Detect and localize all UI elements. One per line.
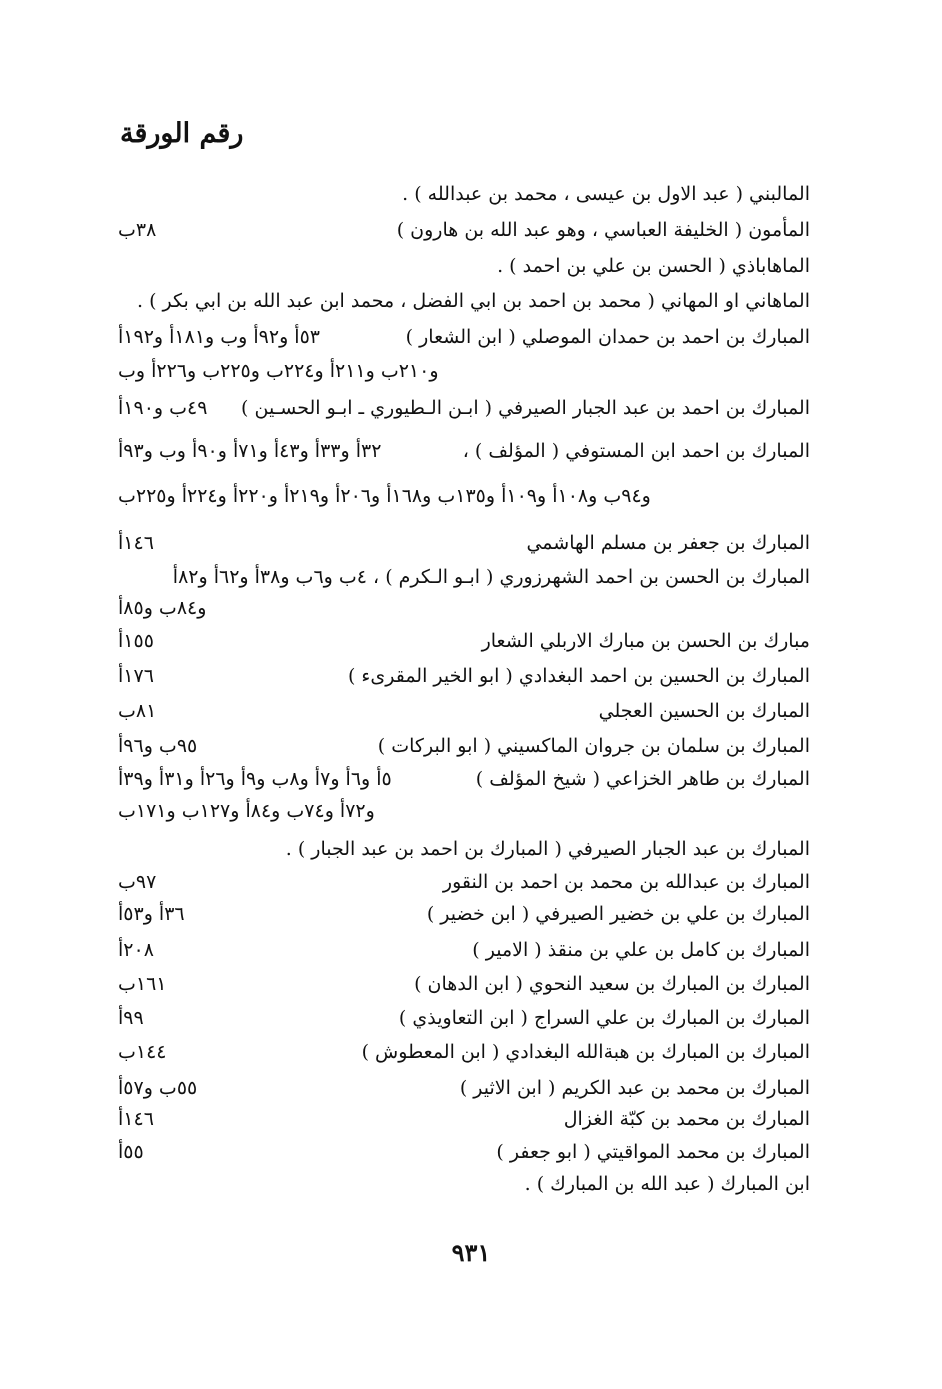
index-entry (110, 903, 810, 935)
index-entry-continuation (110, 597, 810, 629)
index-entry (110, 326, 810, 358)
entry-name: المبارك بن كامل بن علي بن منقذ ( الامير ) (472, 939, 810, 961)
entry-ref: ١٧٦أ (118, 665, 154, 687)
index-entry (110, 973, 810, 1005)
entry-name: المبارك بن الحسين العجلي (598, 700, 810, 722)
entry-name: المبارك بن المبارك بن علي السراج ( ابن التعاويذي ) (398, 1007, 810, 1029)
index-entry (110, 838, 810, 870)
entry-name: المبارك بن محمد بن عبد الكريم ( ابن الاثير ) (459, 1077, 810, 1099)
index-entry (110, 939, 810, 971)
index-entry (110, 1041, 810, 1073)
entry-name: المبارك بن سلمان بن جروان الماكسيني ( ابو البركات ) (377, 735, 810, 757)
entry-ref: ١٤٦أ (118, 532, 154, 554)
entry-name: المبارك بن محمد بن كبّة الغزال (563, 1108, 810, 1130)
entry-ref: ٥٥ب و٥٧أ (118, 1077, 198, 1099)
index-entry (110, 566, 810, 598)
index-entry (110, 397, 810, 429)
entry-name: مبارك بن الحسن بن مبارك الاربلي الشعار (481, 630, 810, 652)
entry-name: المبارك بن الحسن بن احمد الشهرزوري ( ابـو الـكرم ) ، ٤ب و٦ب و٣٨أ و٦٢أ و٨٢أ (172, 566, 810, 588)
index-entry (110, 1141, 810, 1173)
entry-name: المبارك بن المبارك بن هبةالله البغدادي ( ابن المعطوش ) (361, 1041, 810, 1063)
entry-name: المبارك بن احمد بن حمدان الموصلي ( ابن الشعار ) (405, 326, 810, 348)
index-entry (110, 768, 810, 800)
entry-ref: و٨٤ب و٨٥أ (118, 597, 207, 619)
entry-ref: و٩٤ب و١٠٨أ و١٠٩أ و١٣٥ب و١٦٨أ و٢٠٦أ و٢١٩أ و٢٢٠أ و٢٢٤أ و٢٢٥ب (118, 485, 651, 507)
entry-ref: و٢١٠ب و٢١١أ و٢٢٤ب و٢٢٥ب و٢٢٦أ وب (118, 360, 439, 382)
index-entry (110, 871, 810, 903)
index-entry (110, 1077, 810, 1109)
entry-name: الماهاباذي ( الحسن بن علي بن احمد ) . (497, 255, 810, 277)
entry-ref: ٩٥ب و٩٦أ (118, 735, 198, 757)
entry-name: المبارك بن المبارك بن سعيد النحوي ( ابن الدهان ) (414, 973, 810, 995)
index-entry (110, 665, 810, 697)
index-entry (110, 1007, 810, 1039)
index-entry (110, 735, 810, 767)
entry-ref: ٥٣أ و٩٢أ وب و١٨١أ و١٩٢أ (118, 326, 320, 348)
entry-ref: و٧٢أ و٧٤ب و٨٤أ و١٢٧ب و١٧١ب (118, 800, 375, 822)
index-entry (110, 1173, 810, 1205)
entry-ref: ٣٨ب (118, 219, 157, 241)
entry-ref: ٨١ب (118, 700, 157, 722)
entry-name: المبارك بن علي بن خضير الصيرفي ( ابن خضير ) (426, 903, 810, 925)
entry-name: المبارك بن محمد المواقيتي ( ابو جعفر ) (496, 1141, 810, 1163)
index-entry (110, 255, 810, 287)
page-header-title: رقم الورقة (120, 118, 244, 149)
index-entry-continuation (110, 800, 810, 832)
entry-ref: ٥أ و٦أ و٧أ و٨ب و٩أ و٢٦أ و٣١أ و٣٩أ (118, 768, 392, 790)
entry-ref: ١٤٤ب (118, 1041, 167, 1063)
entry-ref: ٥٥أ (118, 1141, 144, 1163)
entry-ref: ١٥٥أ (118, 630, 154, 652)
entry-ref: ٣٦أ و٥٣أ (118, 903, 185, 925)
entry-name: المبارك بن جعفر بن مسلم الهاشمي (526, 532, 810, 554)
entry-name: المالبني ( عبد الاول بن عيسى ، محمد بن عبدالله ) . (402, 183, 810, 205)
entry-name: ابن المبارك ( عبد الله بن المبارك ) . (524, 1173, 810, 1195)
entry-name: المبارك بن الحسين بن احمد البغدادي ( ابو الخير المقرىء ) (347, 665, 810, 687)
entry-name: المبارك بن احمد بن عبد الجبار الصيرفي ( ابـن الـطيوري ـ ابـو الحسـين ) (241, 397, 810, 419)
index-entry (110, 1108, 810, 1140)
page-number: ٩٣١ (451, 1238, 491, 1267)
entry-ref: ٤٩ب و١٩٠أ (118, 397, 208, 419)
index-entry (110, 532, 810, 564)
index-entry (110, 290, 810, 322)
entry-ref: ٩٩أ (118, 1007, 144, 1029)
entry-name: المبارك بن احمد ابن المستوفي ( المؤلف ) ، (462, 440, 810, 462)
entry-ref: ٢٠٨أ (118, 939, 154, 961)
index-entry (110, 440, 810, 472)
entry-ref: ٩٧ب (118, 871, 157, 893)
index-entry (110, 700, 810, 732)
entry-name: المبارك بن طاهر الخزاعي ( شيخ المؤلف ) (475, 768, 810, 790)
entry-name: المأمون ( الخليفة العباسي ، وهو عبد الله بن هارون ) (396, 219, 810, 241)
index-entry-continuation (110, 485, 810, 517)
entry-ref: ١٤٦أ (118, 1108, 154, 1130)
entry-name: الماهاني او المهاني ( محمد بن احمد بن ابي الفضل ، محمد ابن عبد الله بن ابي بكر ) . (137, 290, 810, 312)
entry-ref: ٣٢أ و٣٣أ و٤٣أ و٧١أ و٩٠أ وب و٩٣أ (118, 440, 382, 462)
entry-ref: ١٦١ب (118, 973, 167, 995)
index-entry (110, 183, 810, 215)
index-entry (110, 219, 810, 251)
index-entry-continuation (110, 360, 810, 392)
index-entry (110, 630, 810, 662)
entry-name: المبارك بن عبدالله بن محمد بن احمد بن النقور (442, 871, 810, 893)
entry-name: المبارك بن عبد الجبار الصيرفي ( المبارك بن احمد بن عبد الجبار ) . (285, 838, 810, 860)
